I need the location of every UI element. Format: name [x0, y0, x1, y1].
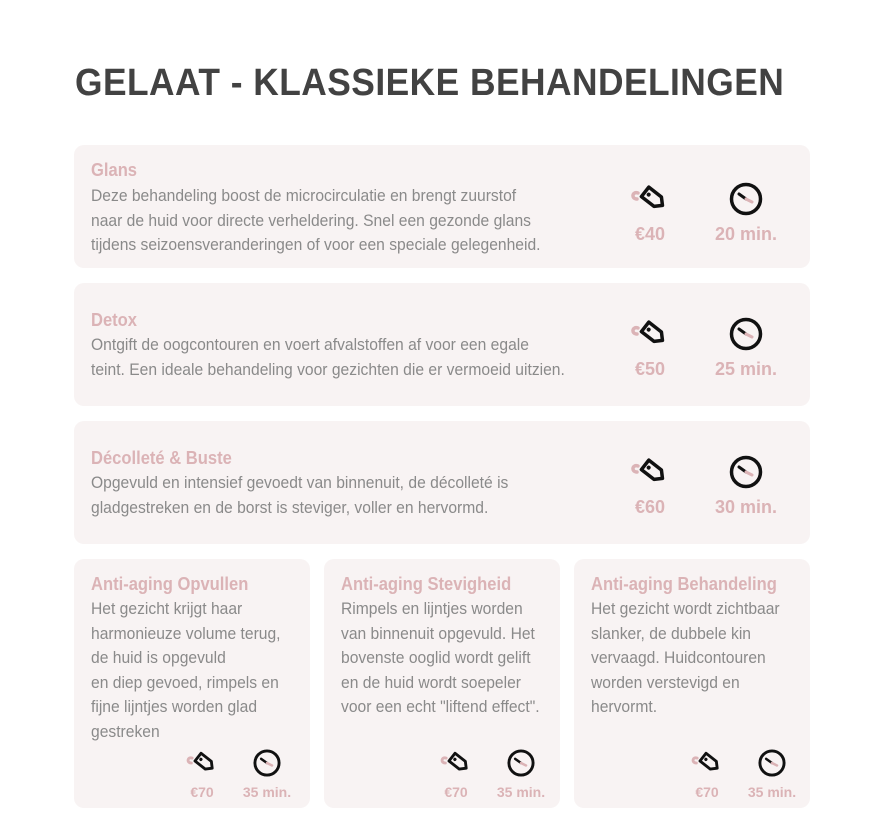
duration: [236, 748, 298, 800]
treatment-card-anti-aging-opvullen[interactable]: [74, 559, 310, 808]
treatment-card-decollete-buste[interactable]: [74, 421, 810, 544]
duration-value: 25 min.: [714, 359, 778, 379]
price-value: €40: [634, 224, 666, 244]
clock-icon: [506, 748, 536, 778]
treatment-name: Detox: [91, 310, 138, 330]
duration: [710, 181, 782, 245]
price-value: €70: [695, 784, 719, 800]
description-line: naar de huid voor directe verheldering. Snel een gezonde glans: [91, 210, 531, 230]
price-tag-icon: [184, 748, 220, 778]
treatment-card-glans[interactable]: [74, 145, 810, 268]
description-line: Het gezicht krijgt haar: [91, 599, 243, 618]
description-line: Deze behandeling boost de microcirculatie en brengt zuurstof: [91, 186, 517, 205]
price: [178, 748, 226, 800]
treatment-name: Anti-aging Behandeling: [591, 574, 777, 594]
description-line: gestreken: [91, 721, 160, 741]
treatment-name: Décolleté & Buste: [91, 448, 232, 468]
treatment-card-anti-aging-behandeling[interactable]: [574, 559, 810, 808]
clock-icon: [728, 316, 764, 352]
description-line: van binnenuit opgevuld. Het: [341, 623, 535, 643]
price: [620, 181, 680, 245]
description-line: hervormt.: [591, 697, 658, 716]
price-tag-icon: [438, 748, 474, 778]
price-tag-icon: [628, 454, 672, 490]
treatment-card-anti-aging-stevigheid[interactable]: [324, 559, 560, 808]
description-line: en diep gevoed, rimpels en: [91, 672, 279, 692]
price: [620, 316, 680, 380]
treatment-description: [91, 471, 569, 520]
treatment-name: Anti-aging Opvullen: [91, 574, 249, 594]
duration: [490, 748, 552, 800]
duration: [710, 316, 782, 380]
price-tag-icon: [628, 181, 672, 217]
price-value: €70: [190, 784, 214, 800]
description-line: Rimpels en lijntjes worden: [341, 599, 523, 618]
description-line: fijne lijntjes worden glad: [91, 697, 258, 716]
treatment-description: [91, 184, 569, 258]
price-value: €60: [634, 497, 666, 517]
duration-value: 35 min.: [747, 784, 797, 800]
description-line: Opgevuld en intensief gevoedt van binnenuit, de décolleté is: [91, 473, 509, 492]
treatment-description: [591, 597, 798, 720]
treatment-card-detox[interactable]: [74, 283, 810, 406]
price-value: €50: [634, 359, 666, 379]
description-line: en de huid wordt soepeler: [341, 672, 521, 692]
price: [620, 454, 680, 518]
description-line: vervaagd. Huidcontouren: [591, 648, 766, 667]
page-title: GELAAT - KLASSIEKE BEHANDELINGEN: [75, 62, 785, 104]
price: [432, 748, 480, 800]
description-line: Ontgift de oogcontouren en voert afvalstoffen af voor een egale: [91, 335, 529, 354]
clock-icon: [728, 181, 764, 217]
clock-icon: [757, 748, 787, 778]
price-value: €70: [444, 784, 468, 800]
duration-value: 35 min.: [242, 784, 292, 800]
price-tag-icon: [689, 748, 725, 778]
treatment-name: Glans: [91, 160, 138, 180]
duration: [741, 748, 803, 800]
treatment-name: Anti-aging Stevigheid: [341, 574, 512, 594]
price: [683, 748, 731, 800]
duration-value: 35 min.: [496, 784, 546, 800]
description-line: gladgestreken en de borst is steviger, voller en hervormd.: [91, 497, 489, 517]
clock-icon: [252, 748, 282, 778]
description-line: slanker, de dubbele kin: [591, 623, 751, 643]
description-line: voor een echt "liftend effect".: [341, 697, 540, 716]
description-line: tijdens seizoensveranderingen of voor een speciale gelegenheid.: [91, 235, 541, 254]
description-line: de huid is opgevuld: [91, 648, 226, 667]
price-tag-icon: [628, 316, 672, 352]
description-line: Het gezicht wordt zichtbaar: [591, 599, 780, 618]
treatment-description: [91, 333, 569, 382]
description-line: worden verstevigd en: [591, 672, 740, 692]
treatment-description: [341, 597, 548, 720]
duration-value: 30 min.: [714, 497, 778, 517]
description-line: bovenste ooglid wordt gelift: [341, 648, 531, 667]
duration-value: 20 min.: [714, 224, 778, 244]
clock-icon: [728, 454, 764, 490]
duration: [710, 454, 782, 518]
treatment-description: [91, 597, 298, 744]
description-line: harmonieuze volume terug,: [91, 623, 281, 643]
description-line: teint. Een ideale behandeling voor gezichten die er vermoeid uitzien.: [91, 359, 565, 379]
